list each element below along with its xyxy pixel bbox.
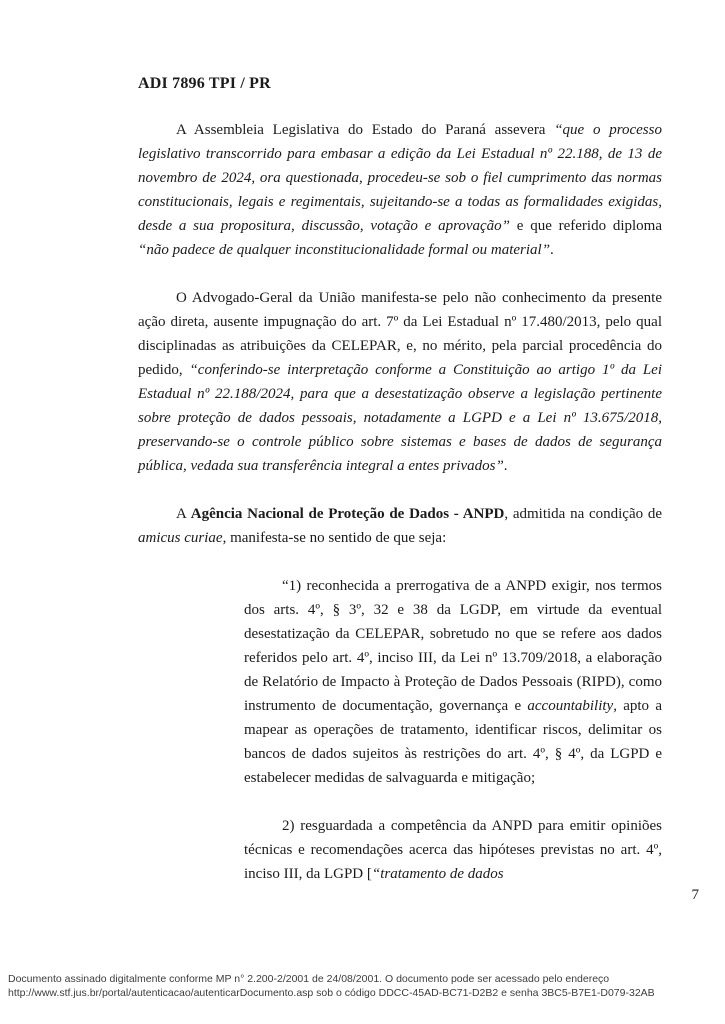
text-run: . [503,458,508,474]
paragraph-assembleia [138,118,662,262]
footer-line-2: http://www.stf.jus.br/portal/autenticacao/autenticarDocumento.asp sob o código DDCC-45AD-BC71-D2B2 e senha 3BC5-B7E1-D079-32AB [8,986,655,999]
text-run: “1) reconhecida a prerrogativa de a ANPD exigir, nos termos dos arts. 4º, § 3º, 32 e 38 da LGDP, em virtude da eventual desestatização da CELEPAR, sobretudo no que se refere aos dados referidos pelo art. 4º, inciso III, da Lei nº 13.709/2018, a elaboração de Relatório de Impacto à Proteção de Dados Pessoais (RIPD), como instrumento de documentação, governança e [244,578,662,714]
text-run: O Advogado-Geral da União manifesta-se pelo não conhecimento da presente ação direta, ausente impugnação do art. 7º da Lei Estadual nº 17.480/2013, pelo qual disciplinadas as atribuições da CELEPAR, e, no mérito, pela parcial procedência do pedido, [138,290,662,378]
quoted-text-run: “que o processo legislativo transcorrido para embasar a edição da Lei Estadual nº 22.188, de 13 de novembro de 2024, ora questionada, procedeu-se sob o fiel cumprimento das normas constitucionais, legais e regimentais, sujeitando-se a todas as formalidades exigidas, desde a sua propositura, discussão, votação e aprovação” [138,122,662,234]
paragraph-anpd [138,502,662,550]
text-run: A Assembleia Legislativa do Estado do Paraná assevera [176,122,555,138]
text-run: A [176,506,191,522]
text-run: , manifesta-se no sentido de que seja: [222,530,447,546]
footer-line-1: Documento assinado digitalmente conforme MP n° 2.200-2/2001 de 24/08/2001. O documento pode ser acessado pelo endereço [8,973,610,985]
latin-term-run: amicus curiae [138,530,223,546]
foreign-term-run: accountability [527,698,614,714]
document-body [138,74,662,886]
quoted-text-run: “não padece de qualquer inconstitucionalidade formal ou material” [138,242,551,258]
case-caption: ADI 7896 TPI / PR [138,75,271,92]
signature-footer [8,973,708,1000]
quoted-text-run: “tratamento de dados [371,866,504,882]
blockquote-anpd-item-1 [244,574,662,790]
text-run: . [550,242,554,258]
quoted-text-run: “conferindo-se interpretação conforme a Constituição ao artigo 1º da Lei Estadual nº 22.188/2024, para que a desestatização observe a legislação pertinente sobre proteção de dados pessoais, notadamente a LGPD e a Lei nº 13.675/2018, preservando-se o controle público sobre sistemas e bases de dados de segurança pública, vedada sua transferência integral a entes privados” [138,362,662,474]
text-run: 2) resguardada a competência da ANPD para emitir opiniões técnicas e recomendações acerca das hipóteses previstas no art. 4º, inciso III, da LGPD [ [244,818,662,882]
text-run: e que referido diploma [510,218,662,234]
text-run: , apto a mapear as operações de tratamento, identificar riscos, delimitar os bancos de dados sujeitos às restrições do art. 4º, § 4º, da LGPD e estabelecer medidas de salvaguarda e mitigação; [244,698,662,786]
bold-entity-run: Agência Nacional de Proteção de Dados - ANPD [190,506,505,522]
page-number: 7 [691,887,699,903]
blockquote-anpd-item-2 [244,814,662,886]
text-run: , admitida na condição de [504,506,662,522]
paragraph-agu [138,286,662,478]
